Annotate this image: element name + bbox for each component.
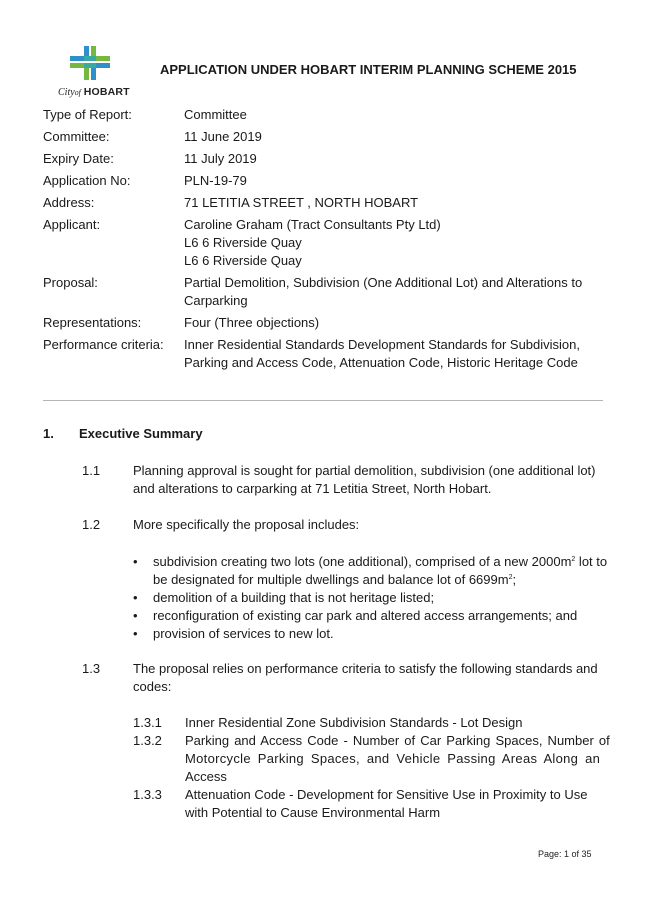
field-value: Four (Three objections) bbox=[184, 315, 320, 330]
field-label: Applicant: bbox=[43, 217, 101, 232]
bullet-icon: • bbox=[133, 608, 138, 623]
subitem-1-3-2 bbox=[0, 732, 646, 786]
bullet-text: demolition of a building that is not heritage listed; bbox=[153, 590, 435, 605]
divider bbox=[43, 400, 603, 401]
bullet-text: provision of services to new lot. bbox=[153, 626, 334, 641]
subitem-number: 1.3.1 bbox=[133, 715, 162, 730]
paragraph-number: 1.1 bbox=[82, 463, 101, 478]
field-value bbox=[184, 274, 604, 310]
paragraph-line: Planning approval is sought for partial demolition, subdivision (one additional lot) bbox=[133, 463, 596, 478]
subitem-text: Parking and Access Code - Number of Car Parking Spaces, Number of Motorcycle Parking Spaces, and Vehicle Passing Areas Along an Access bbox=[185, 733, 610, 784]
field-label: Address: bbox=[43, 195, 95, 210]
field-value: PLN-19-79 bbox=[184, 173, 247, 188]
bullet-text: subdivision creating two lots (one additional), comprised of a new $2000m^2$ lot to be designated for multiple dwellings and balance lot of $6699m^2$; bbox=[153, 554, 608, 587]
paragraph-number: 1.3 bbox=[82, 661, 101, 676]
field-label: Performance criteria: bbox=[43, 337, 164, 352]
subitem-text: Attenuation Code - Development for Sensitive Use in Proximity to Use with Potential to Cause Environmental Harm bbox=[185, 787, 588, 820]
field-label: Type of Report: bbox=[43, 107, 132, 122]
section-heading: Executive Summary bbox=[79, 426, 203, 441]
field-label: Representations: bbox=[43, 315, 142, 330]
applicant-line: L6 6 Riverside Quay bbox=[184, 235, 302, 250]
proposal-line: Partial Demolition, Subdivision (One Additional Lot) and Alterations to bbox=[184, 275, 583, 290]
field-value: 11 July 2019 bbox=[184, 151, 257, 166]
subitem-1-3-1 bbox=[0, 714, 646, 732]
bullet-text: reconfiguration of existing car park and altered access arrangements; and bbox=[153, 608, 578, 623]
field-value: 11 June 2019 bbox=[184, 129, 262, 144]
field-label: Committee: bbox=[43, 129, 110, 144]
subitem-text: Inner Residential Zone Subdivision Standards - Lot Design bbox=[185, 715, 523, 730]
paragraph-line: More specifically the proposal includes: bbox=[133, 517, 360, 532]
bullet-icon: • bbox=[133, 626, 138, 641]
field-value: Committee bbox=[184, 107, 247, 122]
subitem-1-3-3 bbox=[0, 786, 646, 822]
paragraph-number: 1.2 bbox=[82, 517, 101, 532]
paragraph-line: The proposal relies on performance criteria to satisfy the following standards and bbox=[133, 661, 598, 676]
subitem-number: 1.3.3 bbox=[133, 787, 162, 802]
field-label: Expiry Date: bbox=[43, 151, 114, 166]
logo-wordmark: Cityof HOBART bbox=[58, 86, 130, 98]
field-label: Proposal: bbox=[43, 275, 98, 290]
field-value bbox=[184, 216, 604, 270]
field-value bbox=[184, 336, 604, 372]
subitem-number: 1.3.2 bbox=[133, 733, 162, 748]
page-number: Page: 1 of 35 bbox=[538, 849, 592, 859]
criteria-line: Inner Residential Standards Development Standards for Subdivision, bbox=[184, 337, 581, 352]
document-title: APPLICATION UNDER HOBART INTERIM PLANNING SCHEME 2015 bbox=[160, 62, 577, 77]
bullet-icon: • bbox=[133, 554, 138, 569]
criteria-line: Parking and Access Code, Attenuation Code, Historic Heritage Code bbox=[184, 355, 578, 370]
city-of-hobart-logo bbox=[58, 46, 130, 102]
paragraph-line: and alterations to carparking at 71 Letitia Street, North Hobart. bbox=[133, 481, 492, 496]
paragraph-1-3 bbox=[133, 660, 603, 696]
paragraph-line: codes: bbox=[133, 679, 172, 694]
bullet-icon: • bbox=[133, 590, 138, 605]
field-value: 71 LETITIA STREET , NORTH HOBART bbox=[184, 195, 419, 210]
field-label: Application No: bbox=[43, 173, 131, 188]
applicant-line: L6 6 Riverside Quay bbox=[184, 253, 302, 268]
paragraph-1-1 bbox=[133, 462, 603, 498]
section-number: 1. bbox=[43, 426, 54, 441]
applicant-line: Caroline Graham (Tract Consultants Pty Ltd) bbox=[184, 217, 441, 232]
paragraph-1-2 bbox=[133, 516, 603, 534]
proposal-line: Carparking bbox=[184, 293, 248, 308]
hobart-cross-icon bbox=[64, 46, 118, 84]
